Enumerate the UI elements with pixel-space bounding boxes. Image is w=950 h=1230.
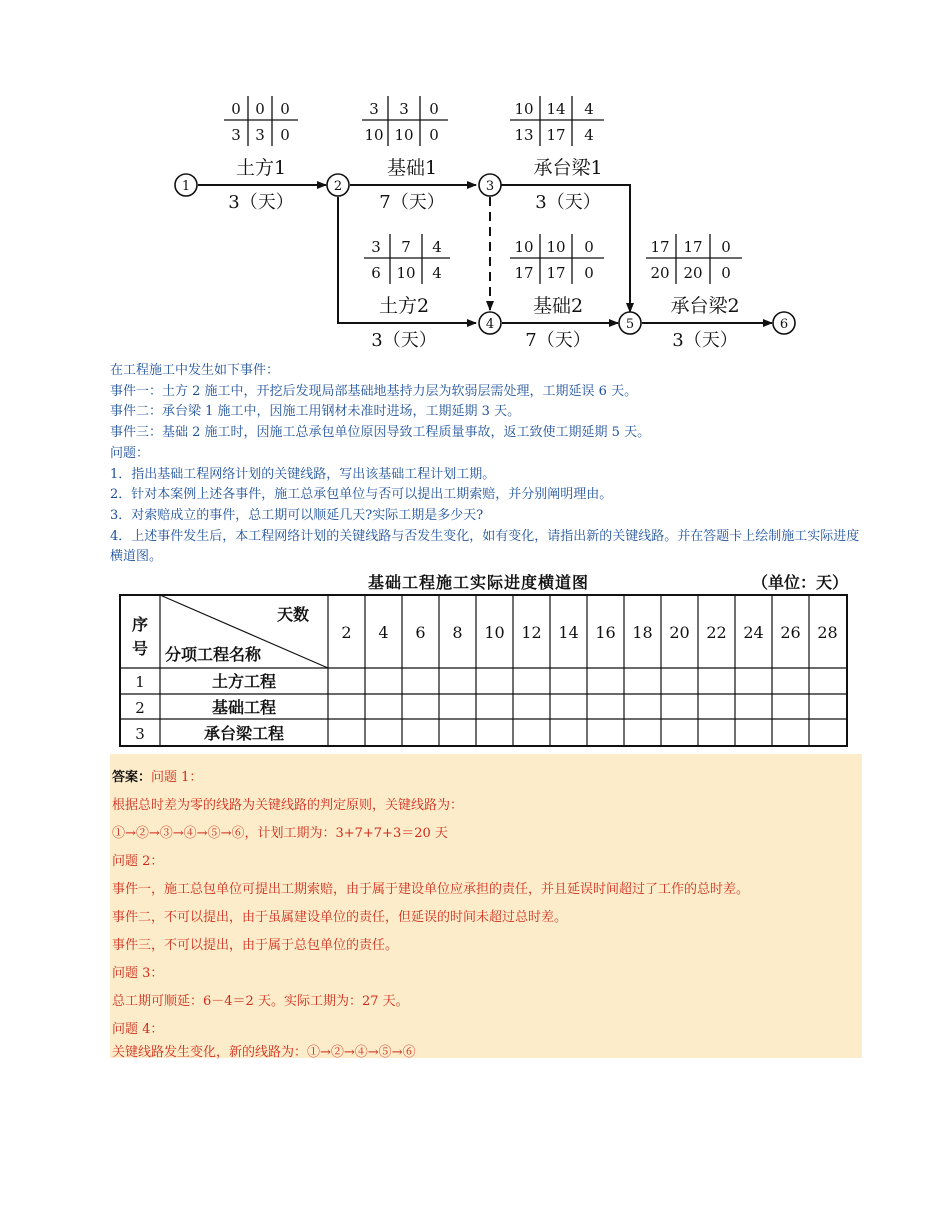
question-section (110, 361, 870, 568)
answer-block (110, 754, 862, 1058)
tf: 0 (429, 100, 439, 118)
gantt-title: 基础工程施工实际进度横道图 (368, 573, 590, 592)
es: 0 (231, 100, 241, 118)
activity-duration: 7（天） (379, 192, 445, 213)
activity-duration: 3（天） (228, 192, 294, 213)
svg-text:1: 1 (181, 179, 191, 194)
activity-name: 基础2 (532, 295, 584, 317)
question-1: 1．指出基础工程网络计划的关键线路，写出该基础工程计划工期。 (110, 466, 496, 482)
ef: 13 (514, 126, 534, 144)
node-5 (619, 312, 641, 334)
ef: 10 (364, 126, 384, 144)
day-label: 10 (484, 623, 505, 642)
ef: 20 (650, 264, 670, 282)
activity-a4 (364, 234, 450, 351)
svg-text:3: 3 (485, 179, 495, 194)
ef: 17 (514, 264, 534, 282)
activity-name: 承台梁1 (533, 157, 603, 179)
es: 17 (650, 238, 670, 256)
day-label: 8 (452, 623, 463, 642)
lf: 20 (683, 264, 703, 282)
answer-line-10: 问题 4： (112, 1022, 164, 1037)
answer-line-5: 事件一，施工总包单位可提出工期索赔，由于属于建设单位应承担的责任，并且延误时间超过了工作的总时差。 (112, 882, 750, 897)
ls: 7 (401, 238, 411, 256)
answer-label: 答案： (112, 770, 152, 785)
ff: 0 (584, 264, 594, 282)
activity-duration: 3（天） (371, 330, 437, 351)
ff: 4 (584, 126, 594, 144)
gantt-unit: （单位：天） (751, 573, 848, 592)
day-label: 2 (341, 623, 352, 642)
ls: 17 (683, 238, 703, 256)
answer-line-2: 根据总时差为零的线路为关键线路的判定原则，关键线路为： (112, 798, 464, 813)
svg-text:2: 2 (333, 179, 343, 194)
activity-a2 (362, 96, 448, 213)
ff: 0 (280, 126, 290, 144)
event-2: 事件二：承台梁 1 施工中，因施工用钢材未准时进场，工期延期 3 天。 (110, 404, 521, 420)
lf: 10 (396, 264, 416, 282)
day-label: 6 (415, 623, 426, 642)
node-3 (479, 174, 501, 196)
ff: 0 (429, 126, 439, 144)
answer-line-6: 事件二，不可以提出，由于虽属建设单位的责任，但延误的时间未超过总时差。 (112, 910, 568, 925)
lf: 17 (546, 264, 566, 282)
lf: 10 (394, 126, 414, 144)
day-label: 12 (521, 623, 542, 642)
header-days: 天数 (276, 605, 309, 624)
ls: 10 (546, 238, 566, 256)
tf: 0 (584, 238, 594, 256)
ff: 0 (721, 264, 731, 282)
day-label: 22 (706, 623, 727, 642)
activity-a1 (224, 96, 298, 213)
day-label: 18 (632, 623, 653, 642)
activity-a6 (646, 234, 742, 351)
intro-text: 在工程施工中发生如下事件： (110, 363, 280, 378)
node-4 (479, 312, 501, 334)
ff: 4 (432, 264, 442, 282)
ef: 3 (231, 126, 241, 144)
day-label: 4 (378, 623, 389, 642)
activity-name: 土方1 (235, 157, 287, 179)
tf: 0 (721, 238, 731, 256)
question-4: 4．上述事件发生后，本工程网络计划的关键线路与否发生变化，如有变化，请指出新的关键线路。并在答题卡上绘制施工实际进度横道图。 (110, 528, 860, 565)
activity-a5 (510, 234, 604, 351)
question-2: 2．针对本案例上述各事件，施工总承包单位与否可以提出工期索赔，并分别阐明理由。 (110, 487, 613, 503)
row-seq: 3 (135, 725, 145, 743)
tf: 0 (280, 100, 290, 118)
tf: 4 (432, 238, 442, 256)
node-1 (175, 174, 197, 196)
day-label: 14 (558, 623, 579, 642)
svg-text:4: 4 (485, 317, 495, 332)
node-6 (773, 312, 795, 334)
activity-a3 (510, 96, 604, 213)
es: 10 (514, 100, 534, 118)
answer-line-4: 问题 2： (112, 854, 164, 869)
es: 3 (371, 238, 381, 256)
answer-line-9: 总工期可顺延：6－4＝2 天。实际工期为：27 天。 (112, 994, 409, 1009)
svg-text:5: 5 (625, 317, 635, 332)
activity-name: 土方2 (378, 295, 430, 317)
day-label: 20 (669, 623, 690, 642)
answer-line-8: 问题 3： (112, 966, 164, 981)
lf: 17 (546, 126, 566, 144)
activity-name: 基础1 (386, 157, 438, 179)
es: 10 (514, 238, 534, 256)
row-name: 土方工程 (211, 672, 277, 691)
question-3: 3．对索赔成立的事件，总工期可以顺延几天?实际工期是多少天? (110, 507, 484, 523)
svg-text:6: 6 (779, 317, 789, 332)
answer-line-1: 答案：问题 1： (112, 770, 203, 785)
row-name: 承台梁工程 (203, 724, 285, 743)
header-seq-2: 号 (131, 639, 149, 658)
row-name: 基础工程 (211, 698, 277, 717)
row-seq: 1 (135, 673, 145, 691)
answer-line-3: ①→②→③→④→⑤→⑥，计划工期为：3+7+7+3＝20 天 (112, 826, 448, 841)
ls: 14 (546, 100, 566, 118)
questions-header: 问题： (110, 445, 150, 461)
activity-duration: 7（天） (525, 330, 591, 351)
activity-name: 承台梁2 (670, 295, 740, 317)
gantt-title-row (110, 568, 852, 594)
activity-duration: 3（天） (535, 192, 601, 213)
answer-line-7: 事件三，不可以提出，由于属于总包单位的责任。 (112, 938, 399, 953)
day-label: 28 (817, 623, 838, 642)
ef: 6 (371, 264, 381, 282)
es: 3 (369, 100, 379, 118)
event-3: 事件三：基础 2 施工时，因施工总承包单位原因导致工程质量事故，返工致使工期延期 5 天。 (110, 425, 651, 441)
day-label: 24 (743, 623, 764, 642)
ls: 0 (255, 100, 265, 118)
row-seq: 2 (135, 699, 145, 717)
answer-line-11: 关键线路发生变化，新的线路为：①→②→④→⑤→⑥ (112, 1045, 416, 1060)
ls: 3 (399, 100, 409, 118)
day-label: 16 (595, 623, 616, 642)
header-name: 分项工程名称 (165, 645, 262, 664)
node-2 (327, 174, 349, 196)
header-seq: 序 (131, 615, 149, 634)
gantt-table (119, 594, 848, 747)
network-diagram (160, 88, 820, 353)
event-1: 事件一：土方 2 施工中，开挖后发现局部基础地基持力层为软弱层需处理，工期延误 6 天。 (110, 383, 638, 399)
lf: 3 (255, 126, 265, 144)
activity-duration: 3（天） (672, 330, 738, 351)
day-label: 26 (780, 623, 801, 642)
tf: 4 (584, 100, 594, 118)
